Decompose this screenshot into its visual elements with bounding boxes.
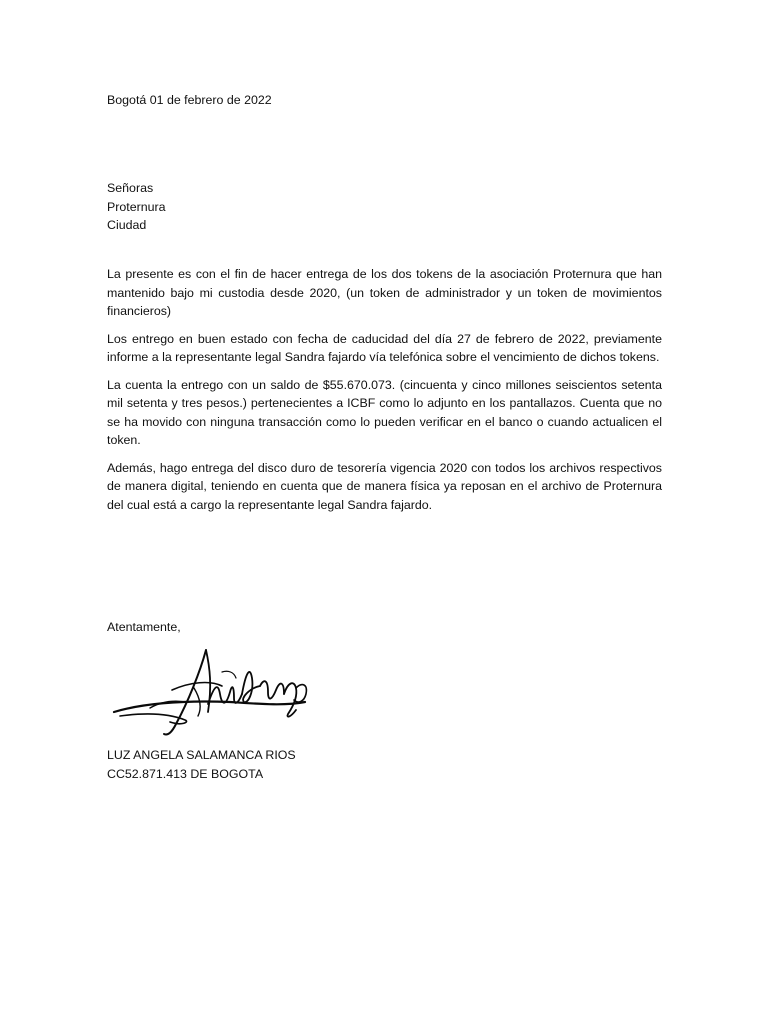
recipient-salutation: Señoras — [107, 181, 154, 195]
recipient-organization: Proternura — [107, 199, 166, 214]
paragraph-hard-drive: Además, hago entrega del disco duro de tesorería vigencia 2020 con todos los archivos respectivos de manera digital, teniendo en cuenta que de manera física ya reposan en el archivo de Proternura del cual está a cargo la representante legal Sandra fajardo. — [107, 460, 662, 512]
closing-line: Atentamente, — [107, 620, 181, 634]
handwritten-signature — [110, 642, 325, 742]
signer-block — [107, 746, 662, 783]
letter-body — [107, 265, 662, 523]
date-line: Bogotá 01 de febrero de 2022 — [107, 93, 272, 107]
recipient-block — [107, 179, 662, 235]
paragraph-tokens-expiry: Los entrego en buen estado con fecha de caducidad del día 27 de febrero de 2022, previamente informe a la representante legal Sandra fajardo vía telefónica sobre el vencimiento de dichos tokens. — [107, 331, 662, 364]
recipient-city: Ciudad — [107, 218, 147, 232]
signer-name: LUZ ANGELA SALAMANCA RIOS — [107, 748, 296, 762]
signer-id: CC52.871.413 DE BOGOTA — [107, 766, 264, 781]
paragraph-tokens-delivery: La presente es con el fin de hacer entrega de los dos tokens de la asociación Proternura que han mantenido bajo mi custodia desde 2020, (un token de administrador y un token de movimientos financieros) — [107, 267, 662, 318]
paragraph-account-balance: La cuenta la entrego con un saldo de $55.670.073. (cincuenta y cinco millones seiscientos setenta mil setenta y tres pesos.) pertenecientes a ICBF como lo adjunto en los pantallazos. Cuenta que no se ha movido con ninguna transacción como lo pueden verificar en el banco o cuando actualicen el token. — [107, 377, 662, 447]
